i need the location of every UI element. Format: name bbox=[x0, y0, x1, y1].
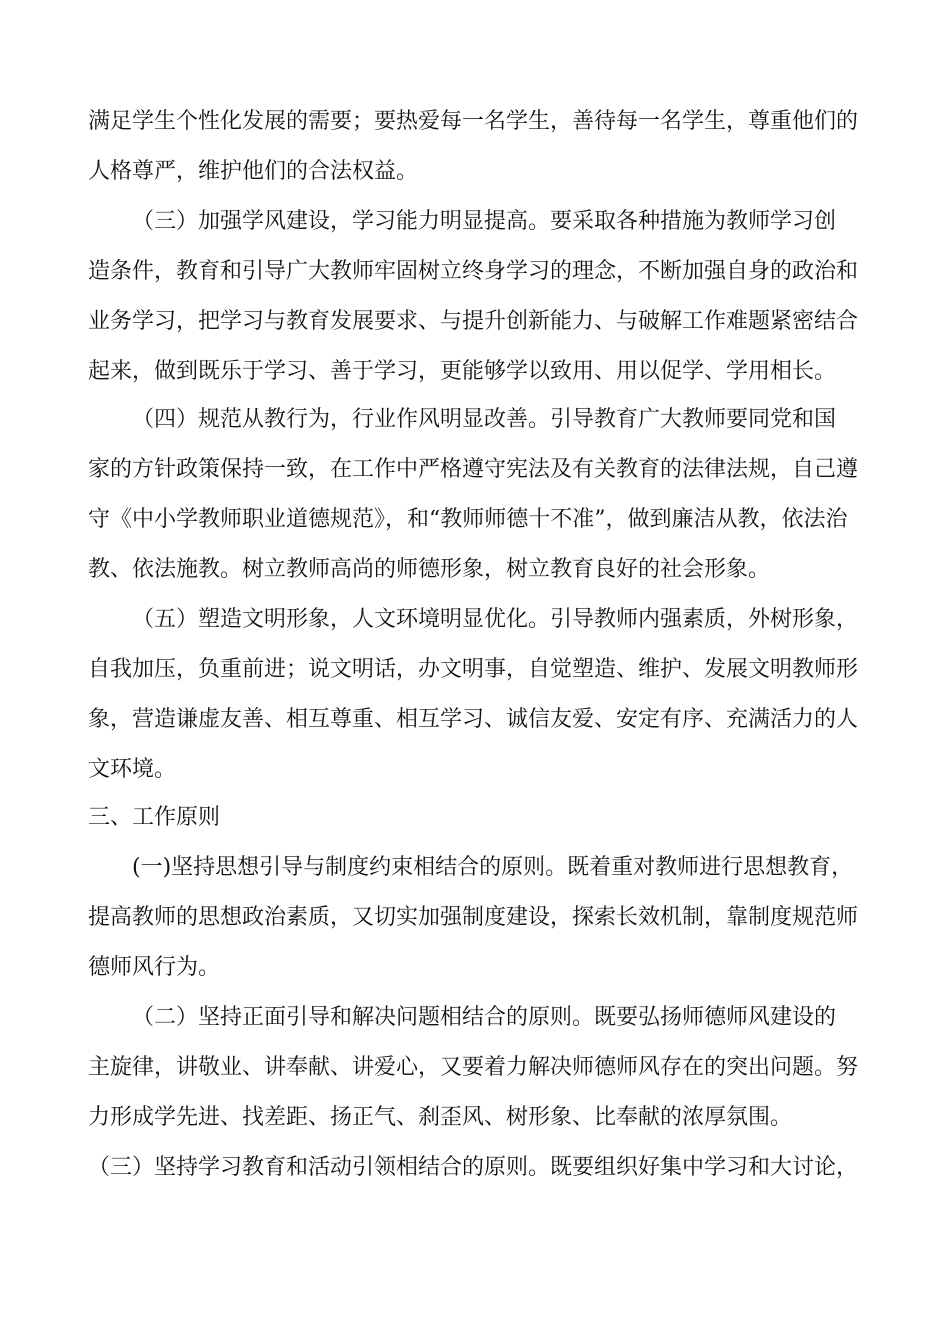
text-line-11: （五）塑造文明形象，人文环境明显优化。引导教师内强素质，外树形象， bbox=[132, 607, 859, 632]
text-line-22: （三）坚持学习教育和活动引领相结合的原则。既要组织好集中学习和大讨论， bbox=[88, 1155, 859, 1180]
text-line-3: （三）加强学风建设，学习能力明显提高。要采取各种措施为教师学习创 bbox=[132, 209, 837, 234]
text-line-6: 起来，做到既乐于学习、善于学习，更能够学以致用、用以促学、学用相长。 bbox=[88, 359, 837, 384]
section-heading: 三、工作原则 bbox=[88, 805, 221, 830]
text-line-19: （二）坚持正面引导和解决问题相结合的原则。既要弘扬师德师风建设的 bbox=[132, 1005, 837, 1030]
text-line-7: （四）规范从教行为，行业作风明显改善。引导教育广大教师要同党和国 bbox=[132, 407, 837, 432]
text-line-16: (一)坚持思想引导与制度约束相结合的原则。既着重对教师进行思想教育， bbox=[132, 855, 854, 880]
text-line-17: 提高教师的思想政治素质，又切实加强制度建设，探索长效机制，靠制度规范师 bbox=[88, 905, 859, 930]
text-line-18: 德师风行为。 bbox=[88, 955, 221, 980]
text-line-5: 业务学习，把学习与教育发展要求、与提升创新能力、与破解工作难题紧密结合 bbox=[88, 309, 859, 334]
text-line-13: 象，营造谦虚友善、相互尊重、相互学习、诚信友爱、安定有序、充满活力的人 bbox=[88, 707, 859, 732]
text-line-2: 人格尊严，维护他们的合法权益。 bbox=[88, 159, 419, 184]
text-line-9: 守《中小学教师职业道德规范》，和“教师师德十不准”，做到廉洁从教，依法治 bbox=[88, 507, 848, 532]
text-line-1: 满足学生个性化发展的需要；要热爱每一名学生，善待每一名学生，尊重他们的 bbox=[88, 109, 859, 134]
text-line-14: 文环境。 bbox=[88, 757, 177, 782]
text-line-10: 教、依法施教。树立教师高尚的师德形象，树立教育良好的社会形象。 bbox=[88, 557, 771, 582]
text-line-20: 主旋律，讲敬业、讲奉献、讲爱心，又要着力解决师德师风存在的突出问题。努 bbox=[88, 1055, 859, 1080]
text-line-4: 造条件，教育和引导广大教师牢固树立终身学习的理念，不断加强自身的政治和 bbox=[88, 259, 859, 284]
text-line-21: 力形成学先进、找差距、扬正气、刹歪风、树形象、比奉献的浓厚氛围。 bbox=[88, 1105, 793, 1130]
text-line-8: 家的方针政策保持一致，在工作中严格遵守宪法及有关教育的法律法规，自己遵 bbox=[88, 457, 859, 482]
text-line-12: 自我加压，负重前进；说文明话，办文明事，自觉塑造、维护、发展文明教师形 bbox=[88, 657, 859, 682]
